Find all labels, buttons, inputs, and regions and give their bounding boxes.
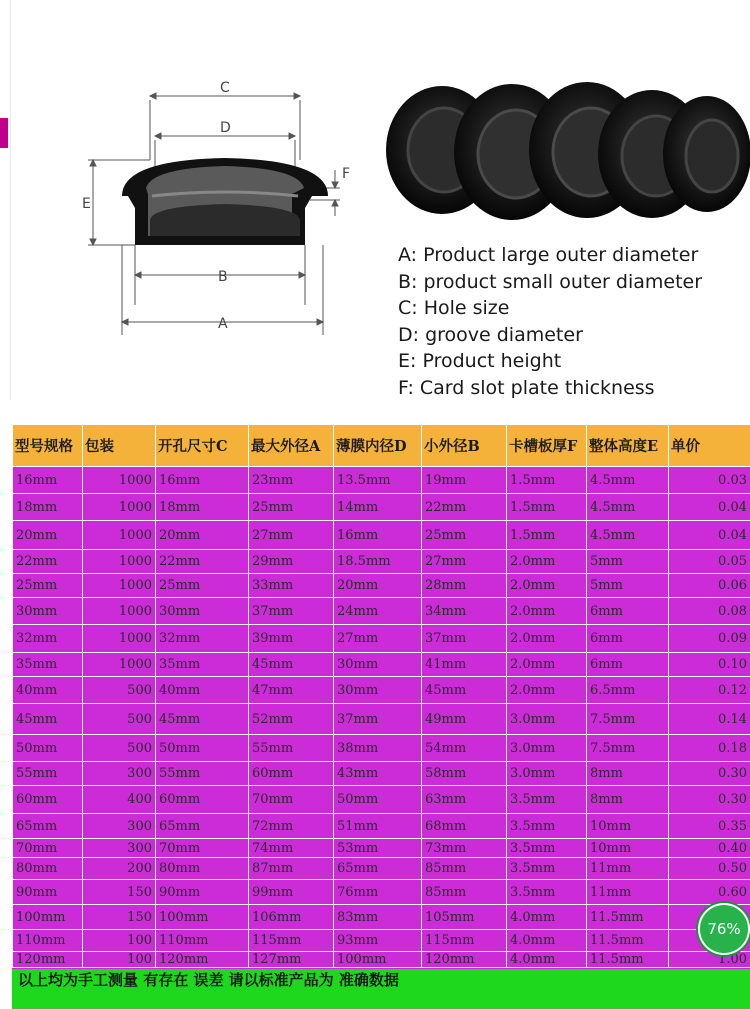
cell-overall-height: 4.5mm [587,521,669,550]
page-divider [10,0,11,400]
cell-hole-size: 55mm [156,762,249,786]
table-body [13,467,750,968]
cell-overall-height: 5mm [587,550,669,574]
cell-hole-size: 16mm [156,467,249,494]
cell-hole-size: 30mm [156,598,249,625]
cell-overall-height: 10mm [587,839,669,858]
cell-model: 18mm [13,494,83,521]
cell-membrane-inner-diameter: 65mm [334,858,422,880]
legend-b: B: product small outer diameter [398,270,703,293]
progress-badge[interactable]: 76% [698,903,750,955]
header-overall-height: 整体高度E [587,425,669,467]
cell-package: 1000 [83,625,156,653]
cell-package: 150 [83,905,156,930]
cell-small-outer-diameter: 28mm [422,574,507,598]
cell-membrane-inner-diameter: 53mm [334,839,422,858]
cell-slot-thickness: 3.0mm [507,704,587,735]
cell-small-outer-diameter: 85mm [422,880,507,905]
table-row [13,467,750,494]
cell-hole-size: 90mm [156,880,249,905]
table-row [13,598,750,625]
cell-max-outer-diameter: 60mm [249,762,334,786]
cell-model: 55mm [13,762,83,786]
cell-membrane-inner-diameter: 16mm [334,521,422,550]
cell-unit-price: 0.30 [669,786,750,814]
cell-package: 200 [83,858,156,880]
cell-membrane-inner-diameter: 37mm [334,704,422,735]
cell-hole-size: 18mm [156,494,249,521]
table-row [13,735,750,762]
cell-model: 70mm [13,839,83,858]
legend-f: F: Card slot plate thickness [398,376,655,399]
cell-slot-thickness: 4.0mm [507,930,587,952]
cell-package: 400 [83,786,156,814]
cell-model: 100mm [13,905,83,930]
cell-slot-thickness: 1.5mm [507,467,587,494]
cell-membrane-inner-diameter: 18.5mm [334,550,422,574]
cell-package: 1000 [83,574,156,598]
label-f: F [342,166,351,182]
cell-hole-size: 80mm [156,858,249,880]
cell-max-outer-diameter: 45mm [249,653,334,677]
cell-slot-thickness: 3.5mm [507,858,587,880]
left-accent-bar [0,118,8,148]
cell-unit-price: 0.35 [669,814,750,839]
cell-package: 100 [83,952,156,968]
table-header-row [13,425,750,467]
cell-slot-thickness: 2.0mm [507,677,587,704]
cell-small-outer-diameter: 120mm [422,952,507,968]
cell-overall-height: 11mm [587,858,669,880]
cell-package: 150 [83,880,156,905]
cell-overall-height: 6mm [587,625,669,653]
cell-hole-size: 50mm [156,735,249,762]
cell-package: 500 [83,677,156,704]
table-row [13,521,750,550]
cell-slot-thickness: 2.0mm [507,550,587,574]
legend-d: D: groove diameter [398,323,583,346]
cell-hole-size: 100mm [156,905,249,930]
cell-slot-thickness: 1.5mm [507,494,587,521]
cell-unit-price: 1.00 [669,952,750,968]
cell-model: 120mm [13,952,83,968]
cell-hole-size: 45mm [156,704,249,735]
label-a: A [218,316,228,332]
cell-model: 110mm [13,930,83,952]
cell-model: 50mm [13,735,83,762]
cell-model: 60mm [13,786,83,814]
label-b: B [218,269,228,285]
cell-unit-price: 0.04 [669,521,750,550]
header-max-outer-diameter: 最大外径A [249,425,334,467]
cell-slot-thickness: 3.5mm [507,814,587,839]
label-e: E [82,196,91,212]
label-d: D [220,120,231,136]
cell-hole-size: 40mm [156,677,249,704]
cell-package: 1000 [83,550,156,574]
cell-package: 1000 [83,521,156,550]
cell-package: 500 [83,735,156,762]
cell-unit-price: 0.03 [669,467,750,494]
cell-overall-height: 11mm [587,880,669,905]
cell-max-outer-diameter: 47mm [249,677,334,704]
cell-membrane-inner-diameter: 13.5mm [334,467,422,494]
cell-package: 100 [83,930,156,952]
cell-small-outer-diameter: 63mm [422,786,507,814]
cell-package: 300 [83,814,156,839]
cell-max-outer-diameter: 70mm [249,786,334,814]
legend-e: E: Product height [398,350,562,372]
cell-max-outer-diameter: 23mm [249,467,334,494]
cell-overall-height: 11.5mm [587,930,669,952]
cell-overall-height: 6mm [587,598,669,625]
cell-small-outer-diameter: 19mm [422,467,507,494]
cell-membrane-inner-diameter: 14mm [334,494,422,521]
dimension-legend [398,242,748,401]
cell-model: 16mm [13,467,83,494]
cell-overall-height: 4.5mm [587,467,669,494]
cell-max-outer-diameter: 27mm [249,521,334,550]
cell-slot-thickness: 3.5mm [507,839,587,858]
cell-model: 65mm [13,814,83,839]
cell-overall-height: 4.5mm [587,494,669,521]
cell-slot-thickness: 1.5mm [507,521,587,550]
cell-unit-price: 0.08 [669,598,750,625]
cell-slot-thickness: 2.0mm [507,625,587,653]
cell-model: 30mm [13,598,83,625]
cell-slot-thickness: 2.0mm [507,653,587,677]
cell-overall-height: 11.5mm [587,952,669,968]
cell-small-outer-diameter: 68mm [422,814,507,839]
header-unit-price: 单价 [669,425,750,467]
cell-model: 45mm [13,704,83,735]
cell-hole-size: 120mm [156,952,249,968]
cell-unit-price: 0.14 [669,704,750,735]
footer-note: 以上均为手工测量 有存在 误差 请以标准产品为 准确数据 [18,971,399,989]
table-row [13,677,750,704]
cell-package: 300 [83,839,156,858]
table-row [13,905,750,930]
cell-membrane-inner-diameter: 51mm [334,814,422,839]
cell-small-outer-diameter: 105mm [422,905,507,930]
grommets-illustration [382,62,750,244]
cell-unit-price: 0.09 [669,625,750,653]
cell-model: 40mm [13,677,83,704]
header-membrane-inner-diameter: 薄膜内径D [334,425,422,467]
table-row [13,952,750,968]
table-row [13,550,750,574]
cell-small-outer-diameter: 34mm [422,598,507,625]
table-row [13,786,750,814]
cell-small-outer-diameter: 22mm [422,494,507,521]
cell-overall-height: 10mm [587,814,669,839]
cell-membrane-inner-diameter: 38mm [334,735,422,762]
cell-membrane-inner-diameter: 24mm [334,598,422,625]
table-row [13,704,750,735]
header-slot-thickness: 卡槽板厚F [507,425,587,467]
cell-unit-price: 0.18 [669,735,750,762]
table-row [13,574,750,598]
cell-membrane-inner-diameter: 43mm [334,762,422,786]
cell-membrane-inner-diameter: 76mm [334,880,422,905]
cell-small-outer-diameter: 27mm [422,550,507,574]
cell-unit-price: 0.60 [669,880,750,905]
cell-model: 20mm [13,521,83,550]
header-small-outer-diameter: 小外径B [422,425,507,467]
cell-package: 300 [83,762,156,786]
cell-max-outer-diameter: 33mm [249,574,334,598]
cell-small-outer-diameter: 45mm [422,677,507,704]
cell-unit-price: 0.06 [669,574,750,598]
cell-overall-height: 11.5mm [587,905,669,930]
cell-slot-thickness: 3.5mm [507,880,587,905]
cell-max-outer-diameter: 52mm [249,704,334,735]
cell-hole-size: 110mm [156,930,249,952]
table-row [13,930,750,952]
cell-package: 1000 [83,467,156,494]
cell-model: 25mm [13,574,83,598]
cell-max-outer-diameter: 106mm [249,905,334,930]
cell-max-outer-diameter: 39mm [249,625,334,653]
table-row [13,880,750,905]
cell-hole-size: 25mm [156,574,249,598]
table-row [13,762,750,786]
cell-slot-thickness: 3.0mm [507,762,587,786]
cell-package: 1000 [83,494,156,521]
cell-membrane-inner-diameter: 50mm [334,786,422,814]
cell-overall-height: 5mm [587,574,669,598]
cell-unit-price: 0.04 [669,494,750,521]
spec-table [12,424,750,968]
cell-unit-price: 0.05 [669,550,750,574]
cell-max-outer-diameter: 55mm [249,735,334,762]
table-row [13,653,750,677]
table-row [13,494,750,521]
cell-small-outer-diameter: 49mm [422,704,507,735]
cell-small-outer-diameter: 41mm [422,653,507,677]
header-package: 包装 [83,425,156,467]
table-row [13,858,750,880]
cell-overall-height: 7.5mm [587,704,669,735]
cell-max-outer-diameter: 99mm [249,880,334,905]
cell-hole-size: 70mm [156,839,249,858]
cell-max-outer-diameter: 74mm [249,839,334,858]
diagram-svg [60,60,380,370]
spec-table-container [12,424,750,969]
cell-model: 90mm [13,880,83,905]
cell-hole-size: 65mm [156,814,249,839]
header-hole-size: 开孔尺寸C [156,425,249,467]
cell-slot-thickness: 3.5mm [507,786,587,814]
cell-hole-size: 22mm [156,550,249,574]
cell-slot-thickness: 2.0mm [507,574,587,598]
header-model: 型号规格 [13,425,83,467]
cell-max-outer-diameter: 29mm [249,550,334,574]
cell-slot-thickness: 4.0mm [507,905,587,930]
cell-small-outer-diameter: 25mm [422,521,507,550]
cell-membrane-inner-diameter: 83mm [334,905,422,930]
cell-unit-price: 0.40 [669,839,750,858]
cell-slot-thickness: 4.0mm [507,952,587,968]
cell-max-outer-diameter: 25mm [249,494,334,521]
cell-membrane-inner-diameter: 100mm [334,952,422,968]
cell-max-outer-diameter: 72mm [249,814,334,839]
cell-membrane-inner-diameter: 93mm [334,930,422,952]
cell-package: 500 [83,704,156,735]
table-row [13,814,750,839]
cell-membrane-inner-diameter: 30mm [334,677,422,704]
cell-max-outer-diameter: 115mm [249,930,334,952]
cell-overall-height: 8mm [587,762,669,786]
label-c: C [220,80,230,96]
cell-unit-price: 0.10 [669,653,750,677]
cell-membrane-inner-diameter: 30mm [334,653,422,677]
cell-model: 32mm [13,625,83,653]
cell-small-outer-diameter: 54mm [422,735,507,762]
cell-hole-size: 32mm [156,625,249,653]
footer-bar [12,969,750,1009]
legend-a: A: Product large outer diameter [398,244,699,266]
cell-overall-height: 7.5mm [587,735,669,762]
cell-max-outer-diameter: 37mm [249,598,334,625]
cell-unit-price: 0.50 [669,858,750,880]
cell-membrane-inner-diameter: 20mm [334,574,422,598]
cell-model: 22mm [13,550,83,574]
cell-small-outer-diameter: 73mm [422,839,507,858]
cell-hole-size: 60mm [156,786,249,814]
cell-slot-thickness: 3.0mm [507,735,587,762]
table-row [13,839,750,858]
cell-hole-size: 20mm [156,521,249,550]
product-photo [382,62,750,244]
cell-max-outer-diameter: 87mm [249,858,334,880]
cell-unit-price: 0.30 [669,762,750,786]
cell-model: 35mm [13,653,83,677]
cell-overall-height: 6mm [587,653,669,677]
cell-membrane-inner-diameter: 27mm [334,625,422,653]
cell-slot-thickness: 2.0mm [507,598,587,625]
grommet-cross-section-diagram [60,60,380,370]
cell-small-outer-diameter: 85mm [422,858,507,880]
legend-c: C: Hole size [398,297,510,319]
cell-package: 1000 [83,598,156,625]
cell-small-outer-diameter: 37mm [422,625,507,653]
table-row [13,625,750,653]
cell-hole-size: 35mm [156,653,249,677]
cell-small-outer-diameter: 115mm [422,930,507,952]
cell-overall-height: 8mm [587,786,669,814]
cell-overall-height: 6.5mm [587,677,669,704]
cell-small-outer-diameter: 58mm [422,762,507,786]
cell-unit-price: 0.12 [669,677,750,704]
cell-model: 80mm [13,858,83,880]
cell-package: 1000 [83,653,156,677]
cell-max-outer-diameter: 127mm [249,952,334,968]
